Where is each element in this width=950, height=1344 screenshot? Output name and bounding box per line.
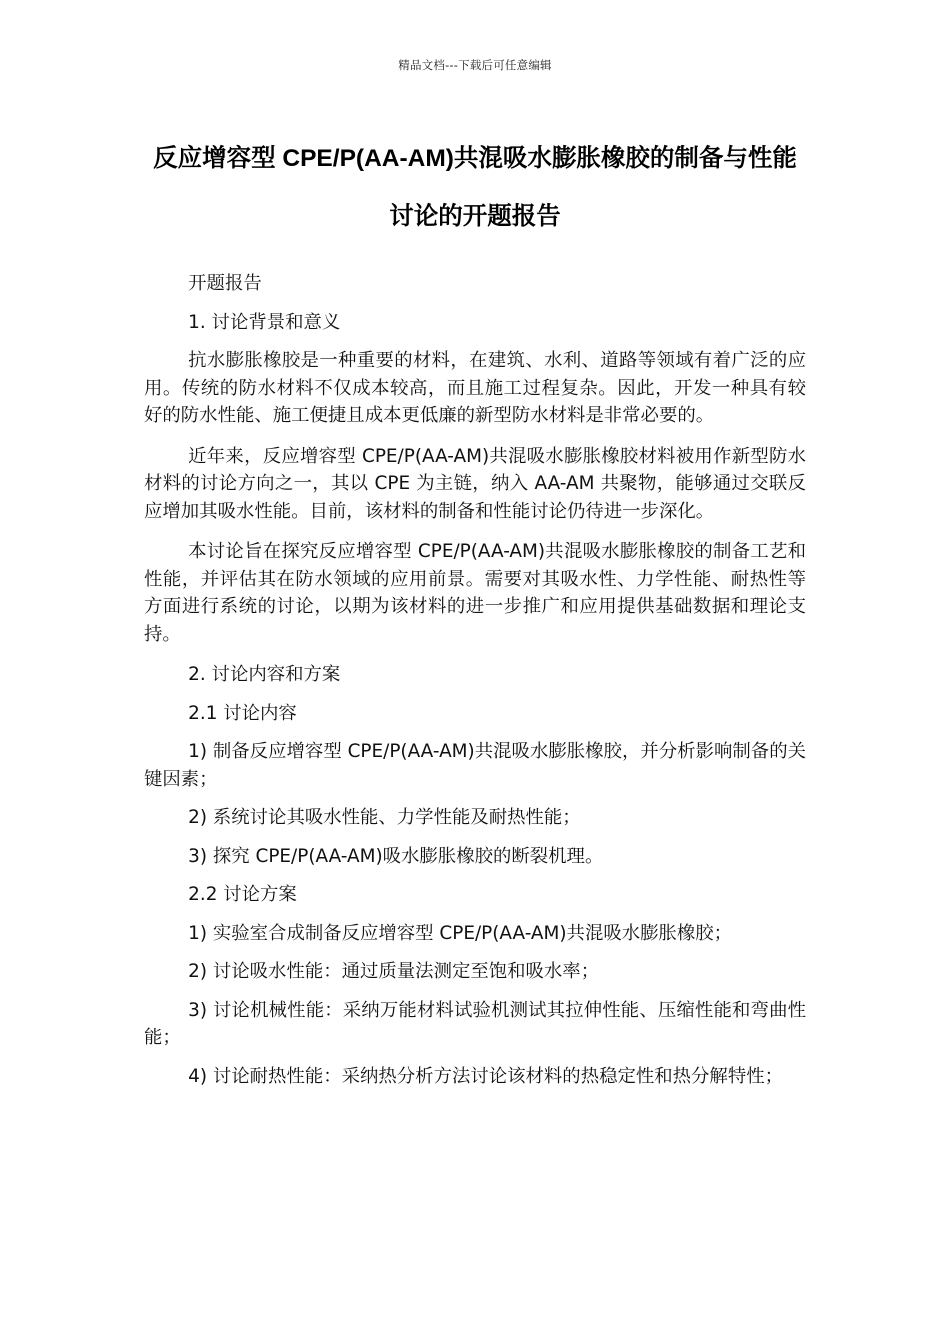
list-item-content-3: 3) 探究 CPE/P(AA-AM)吸水膨胀橡胶的断裂机理。 bbox=[188, 845, 604, 867]
list-item-plan-2: 2) 讨论吸水性能：通过质量法测定至饱和吸水率； bbox=[188, 961, 600, 982]
subsection-heading-content: 2.1 讨论内容 bbox=[188, 702, 297, 724]
paragraph-background-2: 近年来，反应增容型 CPE/P(AA-AM)共混吸水膨胀橡胶材料被用作新型防水材料的讨论方向之一，其以 CPE 为主链，纳入 AA-AM 共聚物，能够通过交联反应增加其吸水性能。目前，该材料的制备和性能讨论仍待进一步深化。 bbox=[144, 445, 806, 522]
list-item-plan-3: 3) 讨论机械性能：采纳万能材料试验机测试其拉伸性能、压缩性能和弯曲性能； bbox=[144, 999, 806, 1048]
list-item-content-2: 2) 系统讨论其吸水性能、力学性能及耐热性能； bbox=[188, 807, 581, 828]
section-heading-background: 1. 讨论背景和意义 bbox=[188, 311, 341, 333]
list-item-plan-4: 4) 讨论耐热性能：采纳热分析方法讨论该材料的热稳定性和热分解特性； bbox=[188, 1065, 783, 1087]
subsection-heading-plan: 2.2 讨论方案 bbox=[188, 884, 297, 905]
paragraph-heading-report: 开题报告 bbox=[188, 273, 262, 294]
page-header-note: 精品文档---下载后可任意编辑 bbox=[398, 58, 552, 72]
document-body bbox=[144, 270, 806, 1101]
list-item-content-1: 1) 制备反应增容型 CPE/P(AA-AM)共混吸水膨胀橡胶，并分析影响制备的关键因素； bbox=[144, 741, 806, 790]
paragraph-background-3: 本讨论旨在探究反应增容型 CPE/P(AA-AM)共混吸水膨胀橡胶的制备工艺和性能，并评估其在防水领域的应用前景。需要对其吸水性、力学性能、耐热性等方面进行系统的讨论，以期为该材料的进一步推广和应用提供基础数据和理论支持。 bbox=[144, 541, 806, 645]
paragraph-background-1: 抗水膨胀橡胶是一种重要的材料，在建筑、水利、道路等领域有着广泛的应用。传统的防水材料不仅成本较高，而且施工过程复杂。因此，开发一种具有较好的防水性能、施工便捷且成本更低廉的新型防水材料是非常必要的。 bbox=[144, 350, 806, 426]
document-title: 反应增容型 CPE/P(AA-AM)共混吸水膨胀橡胶的制备与性能讨论的开题报告 bbox=[153, 145, 797, 230]
list-item-plan-1: 1) 实验室合成制备反应增容型 CPE/P(AA-AM)共混吸水膨胀橡胶； bbox=[188, 922, 733, 944]
section-heading-content-plan: 2. 讨论内容和方案 bbox=[188, 664, 341, 685]
